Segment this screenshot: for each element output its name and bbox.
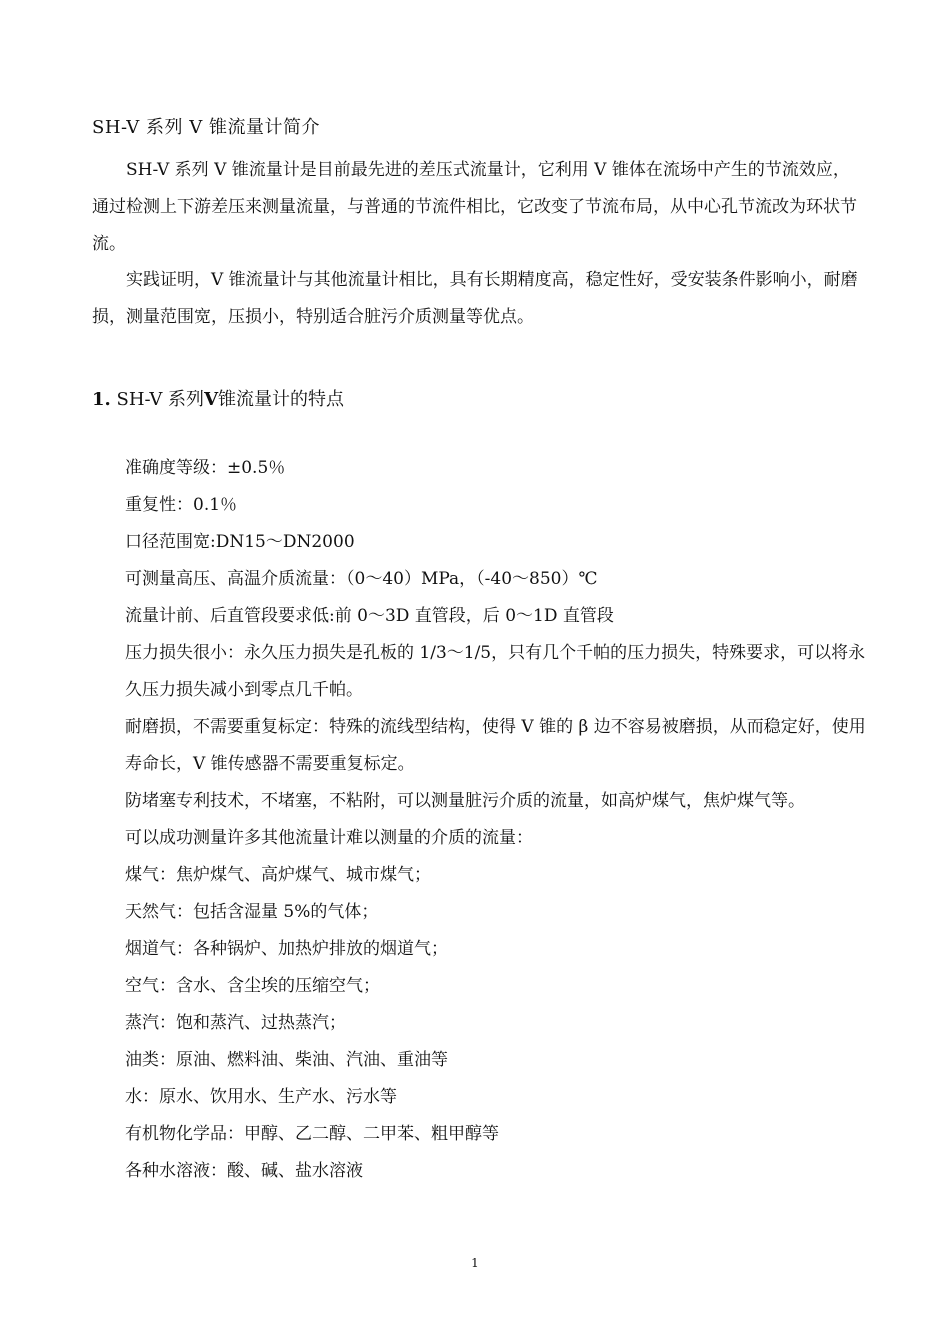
section-1-heading (92, 385, 344, 411)
section-title-bold: V (204, 389, 219, 410)
intro-paragraph-1: SH-V 系列 V 锥流量计是目前最先进的差压式流量计，它利用 V 锥体在流场中产生的节流效应，通过检测上下游差压来测量流量，与普通的节流件相比，它改变了节流布局，从中心孔节流改为环状节流。 (92, 160, 857, 254)
feature-item: 重复性：0.1％ (125, 495, 238, 515)
section-title-suffix: 锥流量计的特点 (218, 389, 345, 410)
feature-item: 各种水溶液：酸、碱、盐水溶液 (125, 1161, 363, 1181)
feature-item: 空气：含水、含尘埃的压缩空气； (125, 976, 380, 996)
feature-item: 水：原水、饮用水、生产水、污水等 (125, 1087, 397, 1107)
feature-item: 耐磨损，不需要重复标定：特殊的流线型结构，使得 V 锥的 β 边不容易被磨损，从而稳定好，使用寿命长，V 锥传感器不需要重复标定。 (125, 717, 866, 774)
feature-item: 准确度等级：±0.5％ (125, 458, 286, 478)
feature-item: 天然气：包括含湿量 5%的气体； (125, 902, 379, 922)
feature-list (125, 450, 880, 1190)
feature-item: 油类：原油、燃料油、柴油、汽油、重油等 (125, 1050, 448, 1070)
feature-item: 有机物化学品：甲醇、乙二醇、二甲苯、粗甲醇等 (125, 1124, 499, 1144)
intro-paragraph-2: 实践证明，V 锥流量计与其他流量计相比，具有长期精度高，稳定性好，受安装条件影响小，耐磨损，测量范围宽，压损小，特别适合脏污介质测量等优点。 (92, 270, 858, 327)
feature-item: 可测量高压、高温介质流量：（0～40）MPa，（-40～850）℃ (125, 569, 598, 589)
section-title-prefix: SH-V 系列 (116, 389, 205, 410)
feature-item: 口径范围宽:DN15～DN2000 (125, 532, 355, 552)
feature-item: 防堵塞专利技术，不堵塞，不粘附，可以测量脏污介质的流量，如高炉煤气，焦炉煤气等。 (125, 791, 805, 811)
feature-item: 烟道气：各种锅炉、加热炉排放的烟道气； (125, 939, 448, 959)
document-title: SH-V 系列 V 锥流量计简介 (92, 117, 320, 138)
page-number: 1 (471, 1256, 479, 1270)
feature-item: 流量计前、后直管段要求低:前 0～3D 直管段，后 0～1D 直管段 (125, 606, 614, 626)
section-number: 1. (92, 389, 111, 410)
feature-item: 煤气：焦炉煤气、高炉煤气、城市煤气； (125, 865, 431, 885)
feature-item: 可以成功测量许多其他流量计难以测量的介质的流量： (125, 828, 533, 848)
feature-item: 压力损失很小：永久压力损失是孔板的 1/3～1/5，只有几个千帕的压力损失，特殊要求，可以将永久压力损失减小到零点几千帕。 (125, 643, 866, 700)
feature-item: 蒸汽：饱和蒸汽、过热蒸汽； (125, 1013, 346, 1033)
